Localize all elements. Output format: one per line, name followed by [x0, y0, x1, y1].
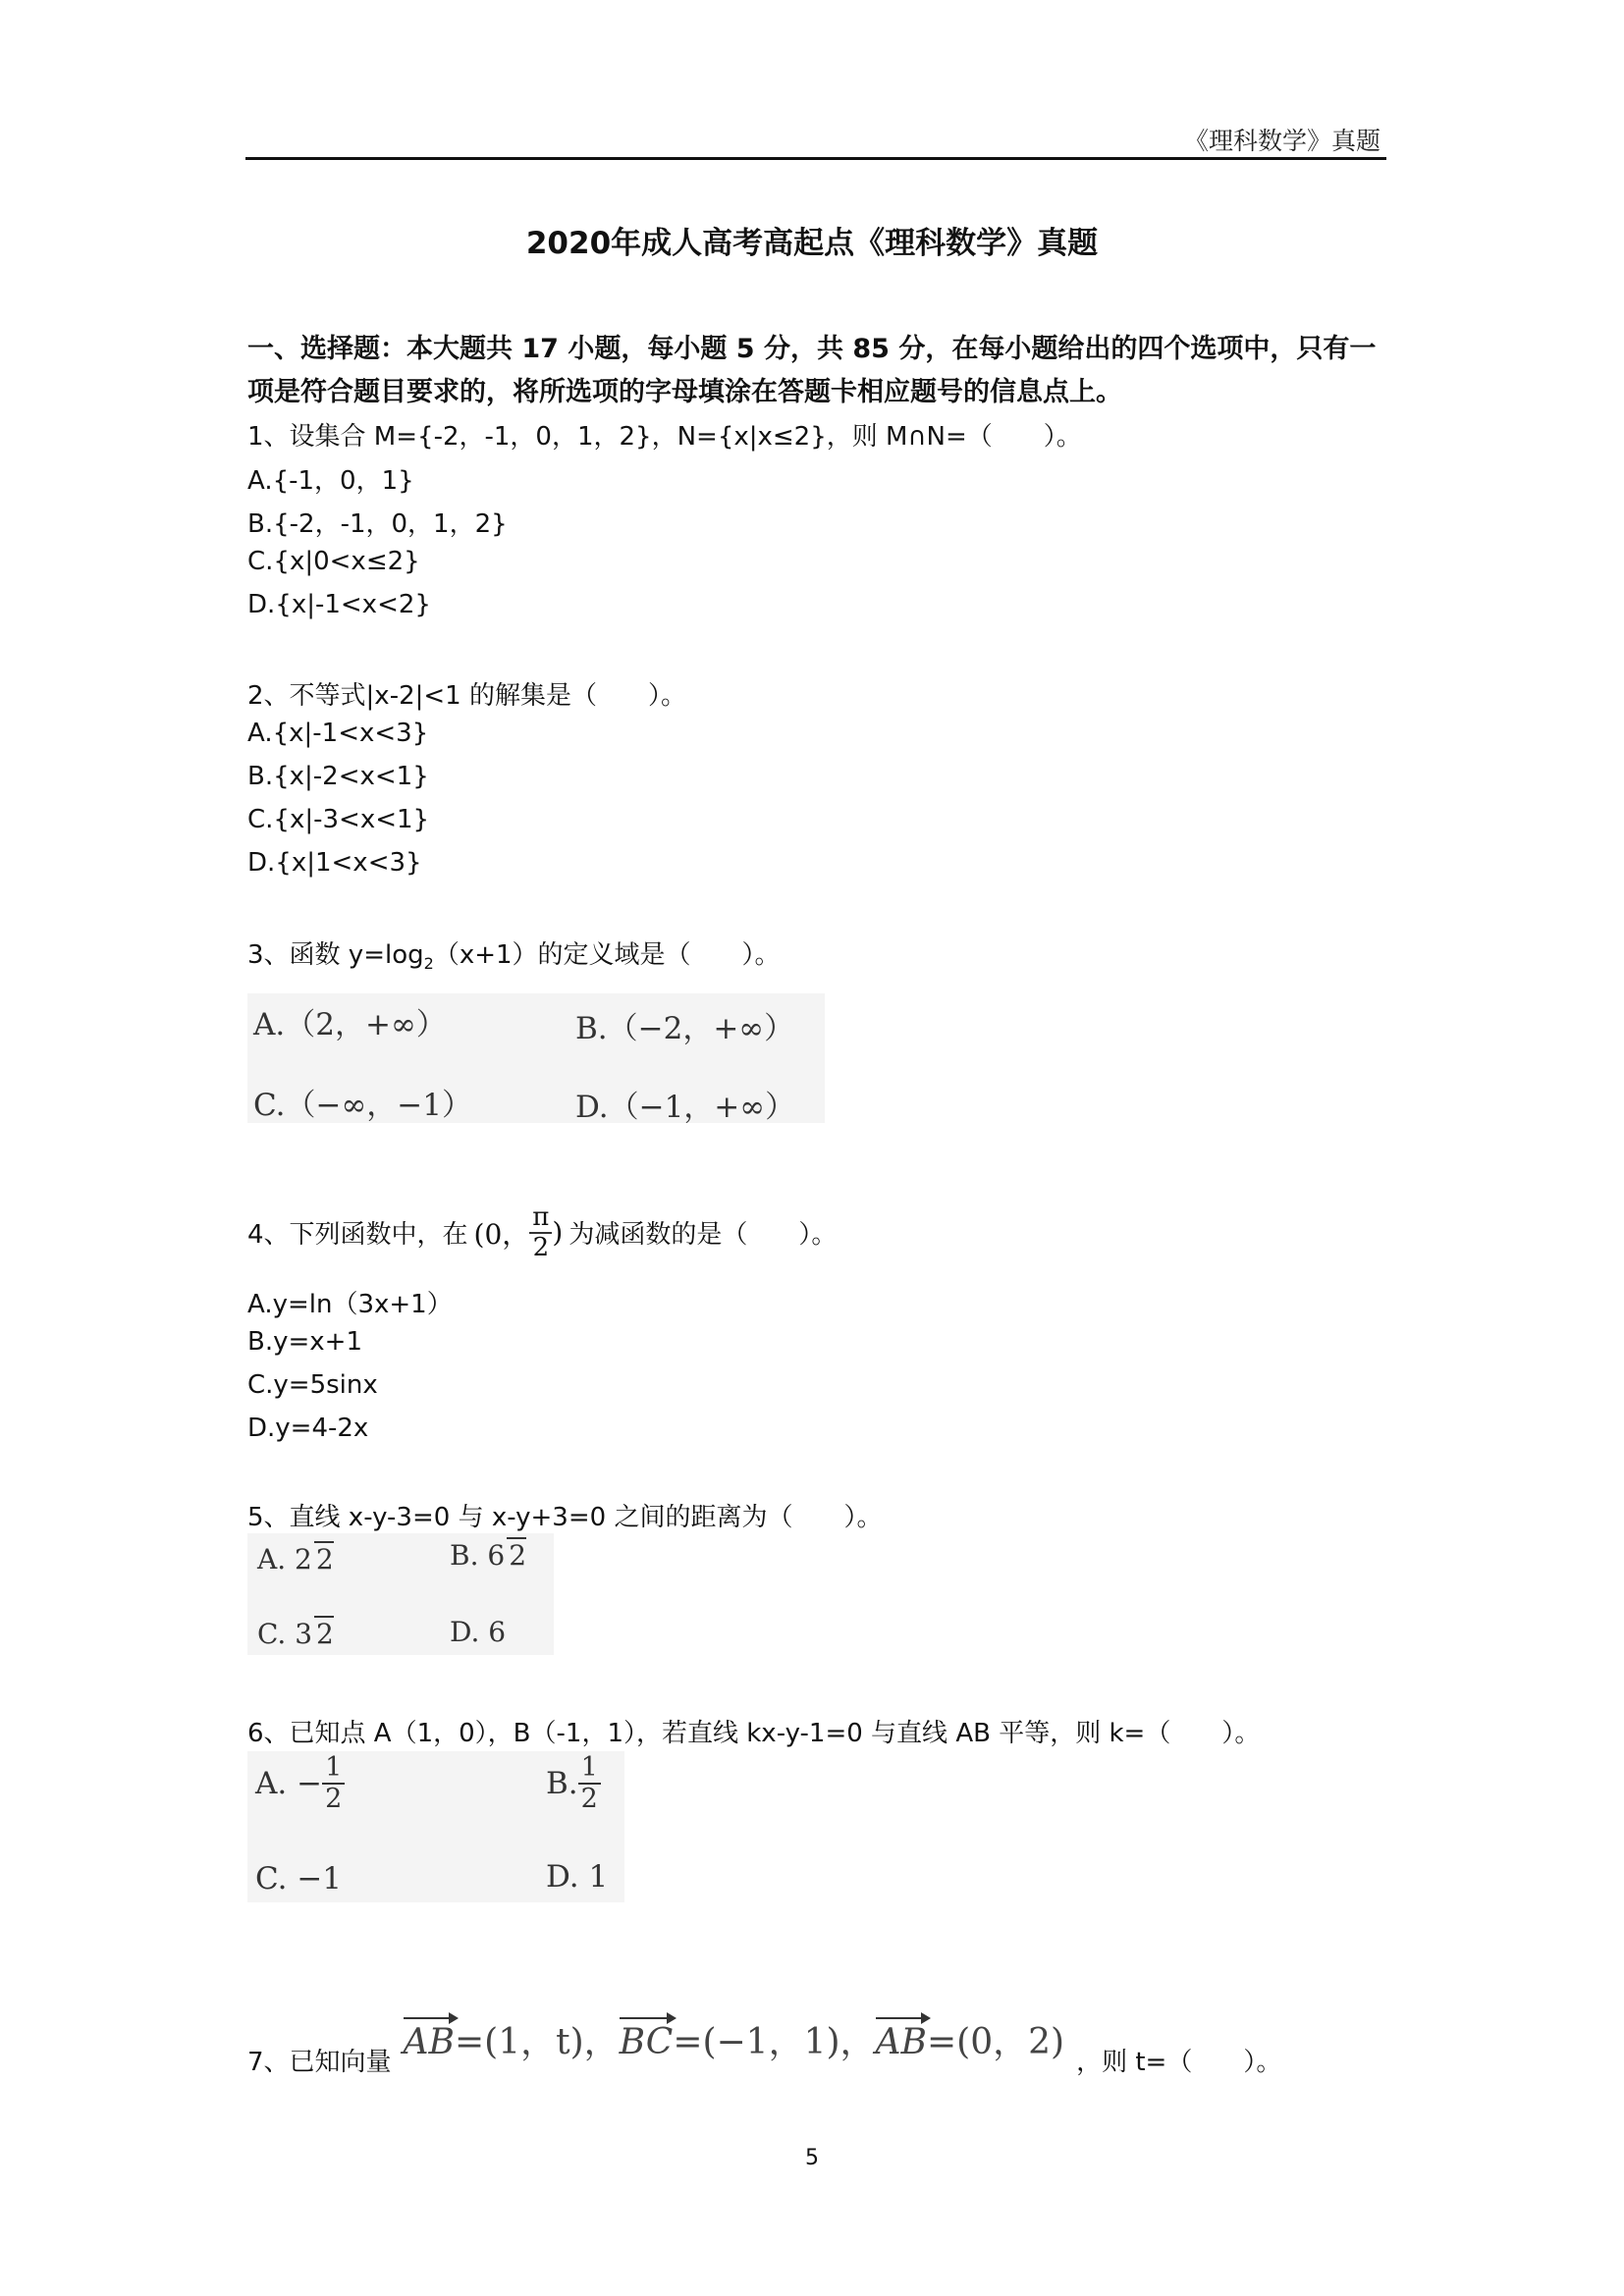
vector-bc: BC	[619, 2022, 674, 2062]
question-1-option-b: B.{-2，-1，0，1，2}	[247, 509, 508, 539]
vector-ab-1: AB	[403, 2022, 455, 2062]
question-3-option-b: B.（−2，+∞）	[575, 1011, 795, 1046]
question-5-options-image	[247, 1533, 554, 1655]
question-7-vector-expression: AB=(1，t)，BC=(−1，1)，AB=(0，2)	[403, 2022, 1065, 2062]
question-3-option-d: D.（−1，+∞）	[575, 1090, 796, 1125]
question-5-option-d: D. 6	[450, 1616, 507, 1648]
question-4-stem-post: 为减函数的是（ ）。	[568, 1220, 838, 1251]
question-4-option-b: B.y=x+1	[247, 1327, 362, 1357]
question-2-stem: 2、不等式|x-2|<1 的解集是（ ）。	[247, 681, 686, 711]
question-3-option-a: A.（2，+∞）	[253, 1007, 447, 1042]
question-2-option-a: A.{x|-1<x<3}	[247, 719, 429, 748]
running-header: 《理科数学》真题	[1183, 127, 1380, 155]
question-3-log-base: 2	[423, 954, 434, 973]
question-6-options-image	[247, 1751, 624, 1902]
vector-ab-2: AB	[875, 2022, 927, 2062]
question-4-stem-pre: 4、下列函数中，在	[247, 1220, 468, 1251]
question-6-option-a: A. − $\frac{1}{2}$	[255, 1753, 345, 1813]
question-6-option-b: B. $\frac{1}{2}$	[546, 1753, 601, 1813]
question-3-stem-post: （x+1）的定义域是（ ）。	[433, 940, 781, 970]
question-3-stem	[247, 934, 781, 973]
question-6-stem: 6、已知点 A（1，0），B（-1，1），若直线 kx-y-1=0 与直线 AB 平等，则 k=（ ）。	[247, 1719, 1261, 1748]
section-heading: 一、选择题：本大题共 17 小题，每小题 5 分，共 85 分，在每小题给出的四个选项中，只有一项是符合题目要求的，将所选项的字母填涂在答题卡相应题号的信息点上。	[247, 334, 1377, 407]
question-5-stem: 5、直线 x-y-3=0 与 x-y+3=0 之间的距离为（ ）。	[247, 1503, 883, 1532]
question-6-option-c: C. −1	[255, 1861, 343, 1896]
header-divider	[245, 157, 1386, 160]
question-7-stem-pre: 7、已知向量	[247, 2048, 392, 2077]
question-7-stem	[247, 2022, 1282, 2078]
question-1-option-a: A.{-1，0，1}	[247, 466, 414, 496]
question-2-option-b: B.{x|-2<x<1}	[247, 762, 429, 791]
question-1-stem: 1、设集合 M={-2，-1，0，1，2}，N={x|x≤2}，则 M∩N=（ ）。	[247, 422, 1082, 452]
question-3-options-image	[247, 993, 825, 1123]
page-number: 5	[805, 2146, 819, 2170]
question-4-option-c: C.y=5sinx	[247, 1370, 378, 1400]
question-4-option-d: D.y=4-2x	[247, 1414, 369, 1443]
question-5-option-b: B. 6 2	[450, 1539, 527, 1572]
question-4-option-a: A.y=ln（3x+1）	[247, 1290, 453, 1319]
question-3-stem-pre: 3、函数 y=log	[247, 940, 424, 970]
question-7-stem-post: ，则 t=（ ）。	[1076, 2048, 1282, 2077]
question-4-interval: (0， $\frac{\pi}{2}$ )	[473, 1202, 564, 1262]
question-2-option-c: C.{x|-3<x<1}	[247, 805, 430, 834]
question-5-option-a: A. 2 2	[257, 1543, 334, 1575]
question-2-option-d: D.{x|1<x<3}	[247, 848, 422, 878]
question-1-option-d: D.{x|-1<x<2}	[247, 590, 431, 619]
question-5-option-c: C. 3 2	[257, 1618, 334, 1650]
question-1-option-c: C.{x|0<x≤2}	[247, 547, 420, 576]
question-4-stem	[247, 1203, 837, 1261]
question-6-option-d: D. 1	[546, 1859, 609, 1895]
page-title: 2020年成人高考高起点《理科数学》真题	[525, 226, 1099, 261]
question-3-option-c: C.（−∞，−1）	[253, 1088, 472, 1123]
